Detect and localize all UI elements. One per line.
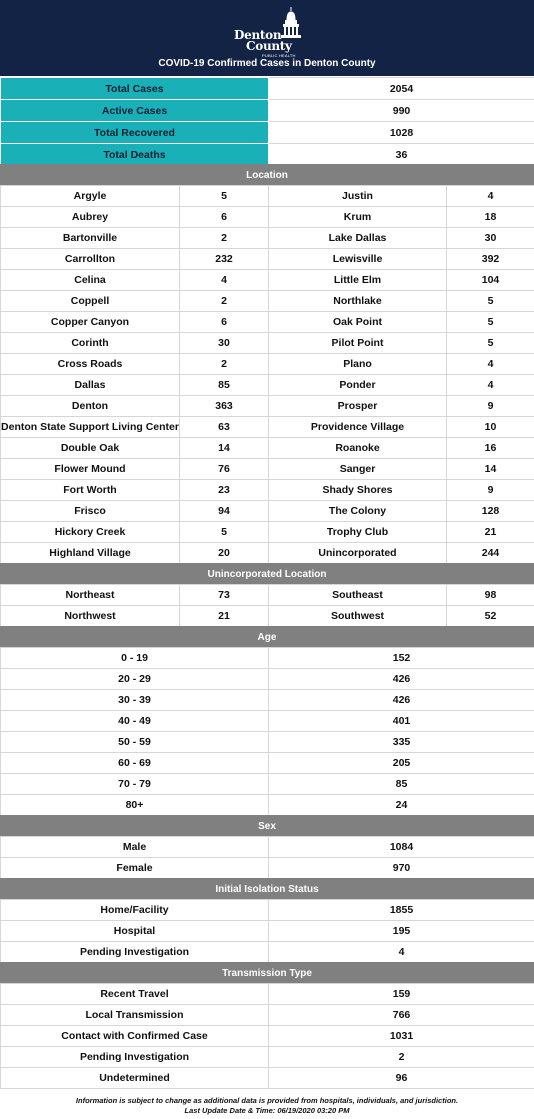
city-count: 4 (180, 270, 269, 291)
city-count: 2 (180, 291, 269, 312)
table-row (1, 459, 534, 480)
table-row (1, 606, 534, 627)
age-group: 0 - 19 (1, 648, 269, 669)
table-row (1, 648, 534, 669)
age-section-header (0, 626, 534, 648)
sex-table (0, 836, 534, 879)
city-name: Providence Village (269, 417, 447, 438)
table-row (1, 585, 534, 606)
table-row (1, 900, 534, 921)
table-row (1, 186, 534, 207)
age-count: 426 (269, 669, 534, 690)
city-count: 30 (180, 333, 269, 354)
age-table (0, 647, 534, 816)
active-cases-value: 990 (269, 100, 534, 122)
table-row (1, 354, 534, 375)
city-count: 30 (447, 228, 534, 249)
area-count: 73 (180, 585, 269, 606)
table-row (1, 984, 534, 1005)
area-name: Northwest (1, 606, 180, 627)
transmission-type: Contact with Confirmed Case (1, 1026, 269, 1047)
logo-text-public-health: PUBLIC HEALTH (262, 53, 296, 58)
area-name: Southwest (269, 606, 447, 627)
city-name: The Colony (269, 501, 447, 522)
table-row (1, 543, 534, 564)
section-title: Location (1, 165, 534, 186)
isolation-section-header (0, 878, 534, 900)
table-row (1, 249, 534, 270)
table-row (1, 795, 534, 816)
table-row (1, 522, 534, 543)
city-count: 94 (180, 501, 269, 522)
unincorporated-table (0, 584, 534, 627)
age-count: 205 (269, 753, 534, 774)
area-count: 21 (180, 606, 269, 627)
page-title: COVID-19 Confirmed Cases in Denton County (158, 58, 376, 69)
section-title: Age (1, 627, 534, 648)
area-name: Southeast (269, 585, 447, 606)
city-count: 63 (180, 417, 269, 438)
table-row (1, 1005, 534, 1026)
table-row (1, 1047, 534, 1068)
age-count: 335 (269, 732, 534, 753)
page-header (0, 0, 534, 76)
area-count: 98 (447, 585, 534, 606)
total-recovered-label: Total Recovered (1, 122, 269, 144)
city-count: 10 (447, 417, 534, 438)
logo-text-county: County (246, 39, 292, 53)
table-row (1, 669, 534, 690)
section-title: Unincorporated Location (1, 564, 534, 585)
city-name: Prosper (269, 396, 447, 417)
city-name: Fort Worth (1, 480, 180, 501)
city-name: Denton State Support Living Center (1, 417, 180, 438)
disclaimer-text: Information is subject to change as additional data is provided from hospitals, individuals, and jurisdiction. (75, 1096, 459, 1105)
city-name: Denton (1, 396, 180, 417)
table-row (1, 312, 534, 333)
city-count: 4 (447, 354, 534, 375)
table-row (1, 921, 534, 942)
table-row (1, 207, 534, 228)
table-row (1, 774, 534, 795)
isolation-count: 1855 (269, 900, 534, 921)
table-row (1, 942, 534, 963)
city-count: 2 (180, 228, 269, 249)
summary-table (0, 77, 534, 166)
city-count: 9 (447, 480, 534, 501)
table-row (1, 122, 534, 144)
city-count: 4 (447, 375, 534, 396)
table-row (1, 396, 534, 417)
city-name: Carrollton (1, 249, 180, 270)
city-count: 85 (180, 375, 269, 396)
section-title: Initial Isolation Status (1, 879, 534, 900)
city-name: Northlake (269, 291, 447, 312)
city-count: 244 (447, 543, 534, 564)
sex-label: Female (1, 858, 269, 879)
city-name: Cross Roads (1, 354, 180, 375)
city-name: Roanoke (269, 438, 447, 459)
table-row (1, 375, 534, 396)
transmission-count: 1031 (269, 1026, 534, 1047)
isolation-status: Pending Investigation (1, 942, 269, 963)
city-name: Sanger (269, 459, 447, 480)
city-name: Bartonville (1, 228, 180, 249)
city-name: Flower Mound (1, 459, 180, 480)
table-row (1, 1026, 534, 1047)
age-count: 24 (269, 795, 534, 816)
city-count: 128 (447, 501, 534, 522)
city-name: Dallas (1, 375, 180, 396)
courthouse-icon (280, 6, 302, 40)
city-count: 2 (180, 354, 269, 375)
table-row (1, 858, 534, 879)
total-cases-label: Total Cases (1, 78, 269, 100)
city-count: 5 (447, 333, 534, 354)
city-count: 21 (447, 522, 534, 543)
city-name: Aubrey (1, 207, 180, 228)
city-name: Trophy Club (269, 522, 447, 543)
section-title: Sex (1, 816, 534, 837)
table-row (1, 270, 534, 291)
city-name: Highland Village (1, 543, 180, 564)
section-title: Transmission Type (1, 963, 534, 984)
city-count: 6 (180, 207, 269, 228)
isolation-count: 195 (269, 921, 534, 942)
transmission-table (0, 983, 534, 1089)
age-group: 70 - 79 (1, 774, 269, 795)
age-count: 426 (269, 690, 534, 711)
age-count: 85 (269, 774, 534, 795)
city-name: Corinth (1, 333, 180, 354)
city-name: Unincorporated (269, 543, 447, 564)
city-name: Celina (1, 270, 180, 291)
sex-count: 970 (269, 858, 534, 879)
city-count: 104 (447, 270, 534, 291)
transmission-type: Undetermined (1, 1068, 269, 1089)
city-name: Pilot Point (269, 333, 447, 354)
location-section-header (0, 164, 534, 186)
sex-label: Male (1, 837, 269, 858)
city-name: Hickory Creek (1, 522, 180, 543)
table-row (1, 690, 534, 711)
age-count: 152 (269, 648, 534, 669)
age-group: 60 - 69 (1, 753, 269, 774)
age-group: 20 - 29 (1, 669, 269, 690)
table-row (1, 228, 534, 249)
transmission-count: 96 (269, 1068, 534, 1089)
table-row (1, 333, 534, 354)
transmission-type: Recent Travel (1, 984, 269, 1005)
active-cases-label: Active Cases (1, 100, 269, 122)
city-name: Shady Shores (269, 480, 447, 501)
table-row (1, 417, 534, 438)
total-deaths-value: 36 (269, 144, 534, 166)
city-count: 5 (447, 291, 534, 312)
logo-text-denton: Denton (234, 28, 282, 42)
table-row (1, 732, 534, 753)
city-count: 5 (180, 522, 269, 543)
table-row (1, 1068, 534, 1089)
city-count: 392 (447, 249, 534, 270)
transmission-type: Pending Investigation (1, 1047, 269, 1068)
age-group: 50 - 59 (1, 732, 269, 753)
city-name: Krum (269, 207, 447, 228)
transmission-section-header (0, 962, 534, 984)
transmission-count: 159 (269, 984, 534, 1005)
transmission-count: 766 (269, 1005, 534, 1026)
city-count: 232 (180, 249, 269, 270)
table-row (1, 837, 534, 858)
table-row (1, 753, 534, 774)
unincorporated-section-header (0, 563, 534, 585)
city-count: 23 (180, 480, 269, 501)
table-row (1, 291, 534, 312)
location-table (0, 185, 534, 564)
last-updated-text: Last Update Date & Time: 06/19/2020 03:20 PM (184, 1106, 350, 1115)
denton-county-logo (232, 6, 304, 56)
city-name: Little Elm (269, 270, 447, 291)
city-count: 9 (447, 396, 534, 417)
area-name: Northeast (1, 585, 180, 606)
city-name: Copper Canyon (1, 312, 180, 333)
city-count: 20 (180, 543, 269, 564)
age-group: 80+ (1, 795, 269, 816)
age-group: 30 - 39 (1, 690, 269, 711)
city-count: 76 (180, 459, 269, 480)
table-row (1, 438, 534, 459)
total-cases-value: 2054 (269, 78, 534, 100)
city-count: 6 (180, 312, 269, 333)
sex-count: 1084 (269, 837, 534, 858)
age-group: 40 - 49 (1, 711, 269, 732)
table-row (1, 480, 534, 501)
isolation-count: 4 (269, 942, 534, 963)
city-name: Argyle (1, 186, 180, 207)
city-count: 14 (180, 438, 269, 459)
city-name: Double Oak (1, 438, 180, 459)
city-name: Justin (269, 186, 447, 207)
table-row (1, 711, 534, 732)
city-count: 5 (180, 186, 269, 207)
city-count: 18 (447, 207, 534, 228)
city-name: Ponder (269, 375, 447, 396)
city-count: 5 (447, 312, 534, 333)
age-count: 401 (269, 711, 534, 732)
city-count: 16 (447, 438, 534, 459)
table-row (1, 78, 534, 100)
isolation-table (0, 899, 534, 963)
table-row (1, 100, 534, 122)
city-count: 4 (447, 186, 534, 207)
transmission-type: Local Transmission (1, 1005, 269, 1026)
city-name: Lewisville (269, 249, 447, 270)
total-recovered-value: 1028 (269, 122, 534, 144)
city-name: Coppell (1, 291, 180, 312)
sex-section-header (0, 815, 534, 837)
footer (0, 1096, 534, 1116)
total-deaths-label: Total Deaths (1, 144, 269, 166)
city-name: Frisco (1, 501, 180, 522)
city-count: 14 (447, 459, 534, 480)
transmission-count: 2 (269, 1047, 534, 1068)
area-count: 52 (447, 606, 534, 627)
city-count: 363 (180, 396, 269, 417)
isolation-status: Hospital (1, 921, 269, 942)
city-name: Plano (269, 354, 447, 375)
isolation-status: Home/Facility (1, 900, 269, 921)
table-row (1, 501, 534, 522)
city-name: Lake Dallas (269, 228, 447, 249)
table-row (1, 144, 534, 166)
city-name: Oak Point (269, 312, 447, 333)
